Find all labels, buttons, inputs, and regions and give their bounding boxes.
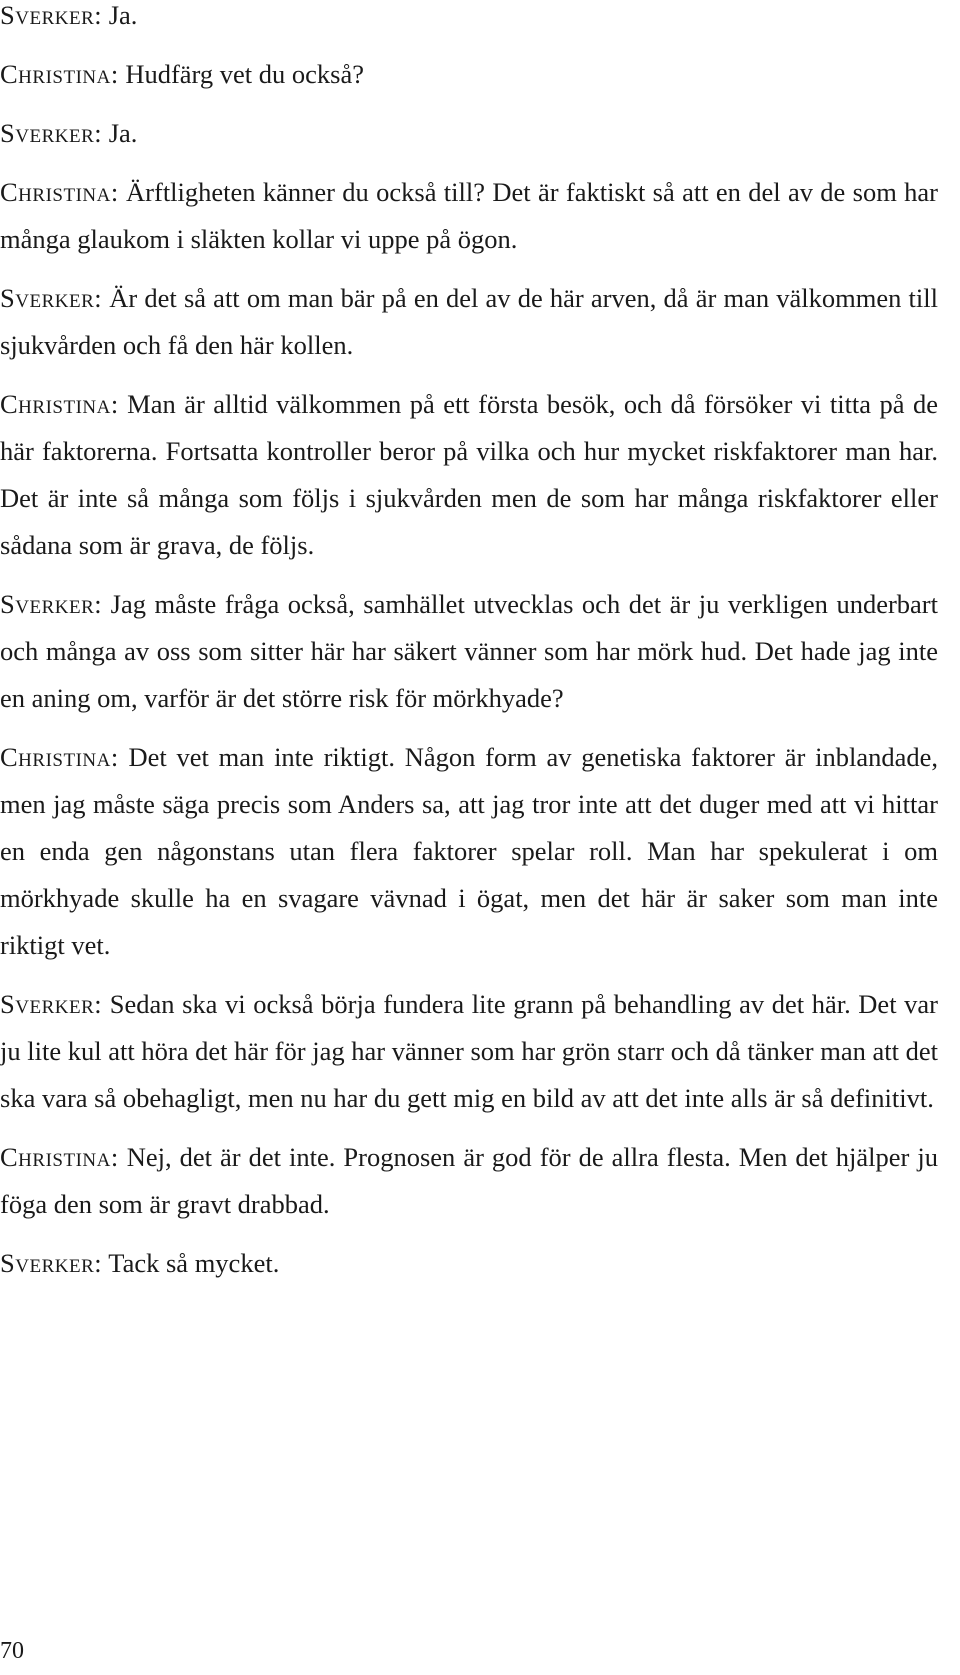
speaker-name: Christina:: [0, 59, 119, 89]
speech-text: Man är alltid välkommen på ett första besök, och då försöker vi titta på de här faktorerna. Fortsatta kontroller beror på vilka och hur mycket riskfaktorer man har. Det är inte så många som följs i sjukvården men de som har många riskfaktorer eller sådana som är grava, de följs.: [0, 389, 938, 560]
speech-text: Hudfärg vet du också?: [118, 59, 364, 89]
dialogue-turn: [0, 581, 938, 722]
dialogue-turn: [0, 381, 938, 569]
speaker-name: Sverker:: [0, 989, 103, 1019]
dialogue-turn: [0, 1240, 938, 1287]
speaker-name: Christina:: [0, 1142, 119, 1172]
speaker-name: Sverker:: [0, 0, 103, 30]
speech-text: Ja.: [102, 0, 138, 30]
speaker-name: Sverker:: [0, 589, 103, 619]
speaker-name: Sverker:: [0, 118, 103, 148]
speaker-name: Sverker:: [0, 283, 103, 313]
speaker-name: Christina:: [0, 389, 119, 419]
speech-text: Tack så mycket.: [102, 1248, 280, 1278]
speech-text: Ärftligheten känner du också till? Det är faktiskt så att en del av de som har många glaukom i släkten kollar vi uppe på ögon.: [0, 177, 938, 254]
dialogue-turn: [0, 51, 938, 98]
dialogue-turn: [0, 0, 938, 39]
speaker-name: Sverker:: [0, 1248, 103, 1278]
dialogue-turn: [0, 275, 938, 369]
speaker-name: Christina:: [0, 177, 119, 207]
dialogue-turn: [0, 1134, 938, 1228]
speech-text: Är det så att om man bär på en del av de här arven, då är man välkommen till sjukvården och få den här kollen.: [0, 283, 938, 360]
speech-text: Det vet man inte riktigt. Någon form av genetiska faktorer är inblandade, men jag måste säga precis som Anders sa, att jag tror inte att det duger med att vi hittar en enda gen någonstans utan flera faktorer spelar roll. Man har spekulerat i om mörkhyade skulle ha en svagare vävnad i ögat, men det här är saker som man inte riktigt vet.: [0, 742, 938, 960]
dialogue-turn: [0, 169, 938, 263]
speaker-name: Christina:: [0, 742, 119, 772]
dialogue-turn: [0, 734, 938, 969]
dialogue-turn: [0, 981, 938, 1122]
dialogue-turn: [0, 110, 938, 157]
speech-text: Nej, det är det inte. Prognosen är god för de allra flesta. Men det hjälper ju föga den som är gravt drabbad.: [0, 1142, 938, 1219]
speech-text: Sedan ska vi också börja fundera lite grann på behandling av det här. Det var ju lite kul att höra det här för jag har vänner som har grön starr och då tänker man att det ska vara så obehagligt, men nu har du gett mig en bild av att det inte alls är så definitivt.: [0, 989, 938, 1113]
speech-text: Ja.: [102, 118, 138, 148]
page-number: 70: [0, 1638, 24, 1664]
speech-text: Jag måste fråga också, samhället utvecklas och det är ju verkligen underbart och många av oss som sitter här har säkert vänner som har mörk hud. Det hade jag inte en aning om, varför är det större risk för mörkhyade?: [0, 589, 938, 713]
